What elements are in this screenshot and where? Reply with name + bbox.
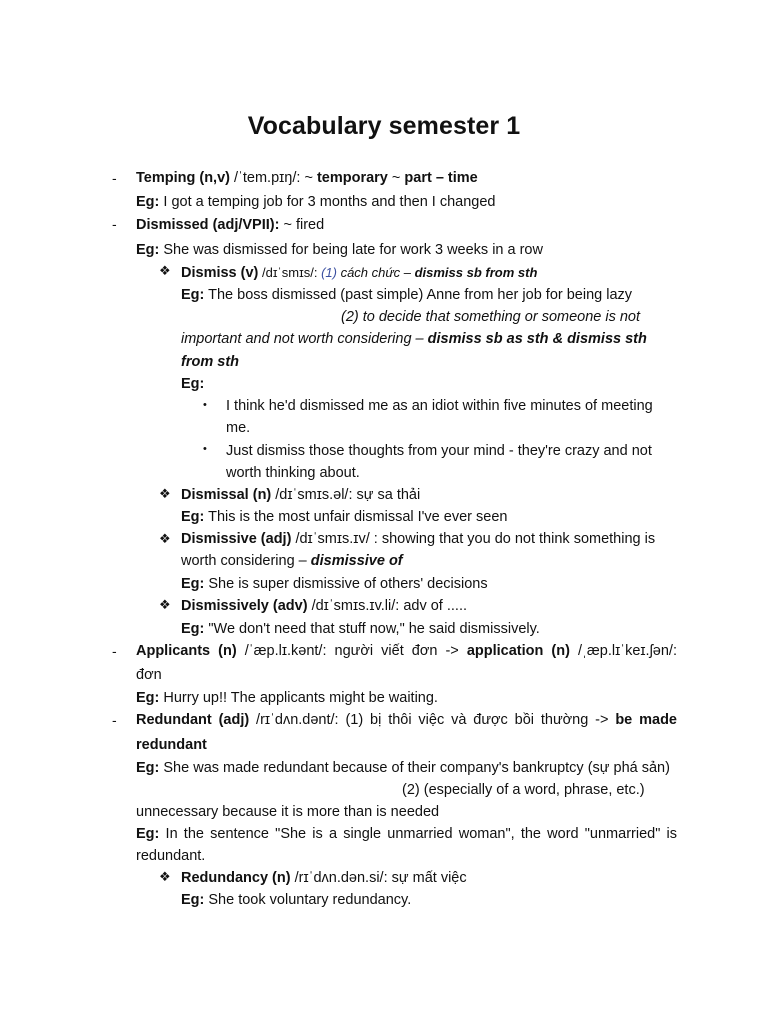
example-text: She was dismissed for being late for work 3 weeks in a row xyxy=(159,242,543,258)
entry-applicants xyxy=(136,641,677,662)
diamond-bullet: ❖ xyxy=(159,597,171,612)
eg-label: Eg: xyxy=(136,826,160,842)
phrase: redundant xyxy=(136,737,207,753)
entry-dismissed xyxy=(136,215,324,236)
example-redundant-1 xyxy=(136,758,670,779)
example-text: In the sentence "She is a single unmarried woman", the word "unmarried" is xyxy=(159,826,677,842)
entry-redundancy xyxy=(181,868,467,889)
bullet-2-line-2: worth thinking about. xyxy=(226,465,360,481)
meaning: cách chức – xyxy=(336,265,415,280)
example-redundant-2-continued: redundant. xyxy=(136,848,206,864)
eg-label: Eg: xyxy=(181,376,205,392)
ipa: /ˈtem.pɪŋ/: xyxy=(229,170,301,186)
meaning: adv of ..... xyxy=(399,598,467,614)
term: application (n) xyxy=(466,643,570,659)
term: Redundancy (n) xyxy=(181,870,291,886)
entry-redundant xyxy=(136,710,677,731)
sense-2-line: (2) to decide that something or someone is not xyxy=(341,309,641,325)
list-dash: - xyxy=(112,712,117,728)
term: Dismissively (adv) xyxy=(181,598,308,614)
pattern: dismiss sb as sth & dismiss sth xyxy=(427,331,647,347)
meaning: sự sa thải xyxy=(352,487,421,503)
example-text: I got a temping job for 3 months and then I changed xyxy=(159,194,496,210)
pattern: dismiss sb from sth xyxy=(414,265,538,280)
eg-label: Eg: xyxy=(181,892,205,908)
eg-label: Eg: xyxy=(181,509,205,525)
ipa: /rɪˈdʌn.dən.si/: xyxy=(290,870,388,886)
list-dash: - xyxy=(112,643,117,659)
diamond-bullet: ❖ xyxy=(159,486,171,501)
sense-2-continued xyxy=(181,329,647,350)
term: Applicants (n) xyxy=(136,643,237,659)
diamond-bullet: ❖ xyxy=(159,263,171,278)
page-title: Vocabulary semester 1 xyxy=(247,112,521,140)
example-redundancy xyxy=(181,890,411,911)
diamond-bullet: ❖ xyxy=(159,869,171,884)
ipa: /dɪˈsmɪs/: xyxy=(258,265,322,280)
example-redundant-2 xyxy=(136,824,677,845)
entry-redundant-line-2 xyxy=(136,735,207,756)
example-text: The boss dismissed (past simple) Anne from her job for being lazy xyxy=(204,287,633,303)
phrase: be made xyxy=(615,712,677,728)
meaning: sự mất việc xyxy=(387,870,467,886)
pattern: dismissive of xyxy=(310,553,403,569)
text: worth considering – xyxy=(181,553,311,569)
example-dismiss-2-label xyxy=(181,374,204,395)
bullet: • xyxy=(203,443,207,455)
pattern-continued xyxy=(181,352,239,373)
sense-2-continued: unnecessary because it is more than is needed xyxy=(136,804,440,820)
ipa: /dɪˈsmɪs.əl/: xyxy=(271,487,353,503)
example-text: "We don't need that stuff now," he said dismissively. xyxy=(204,621,540,637)
example-text: Hurry up!! The applicants might be waiting. xyxy=(159,690,438,706)
text: important and not worth considering – xyxy=(181,331,428,347)
example-text: She is super dismissive of others' decisions xyxy=(204,576,488,592)
text: ~ xyxy=(300,170,317,186)
example-dismissal xyxy=(181,507,507,528)
eg-label: Eg: xyxy=(136,242,160,258)
entry-applicants-line-2: đơn xyxy=(136,667,162,683)
sense-number: (1) xyxy=(321,265,337,280)
entry-dismissive-line-2 xyxy=(181,551,403,572)
term: Dismissed (adj/VPII): xyxy=(136,217,280,233)
meaning: (1) bị thôi việc và được bồi thường -> xyxy=(338,712,616,728)
eg-label: Eg: xyxy=(136,760,160,776)
entry-temping xyxy=(136,168,478,189)
eg-label: Eg: xyxy=(136,194,160,210)
example-dismissive xyxy=(181,574,488,595)
ipa: /ˈæp.lɪ.kənt/: xyxy=(236,643,327,659)
list-dash: - xyxy=(112,216,117,232)
ipa: /rɪˈdʌn.dənt/: xyxy=(249,712,339,728)
ipa: /dɪˈsmɪs.ɪv.li/: xyxy=(307,598,400,614)
ipa: /ˌæp.lɪˈkeɪ.ʃən/: xyxy=(569,643,677,659)
term: Dismissive (adj) xyxy=(181,531,292,547)
diamond-bullet: ❖ xyxy=(159,531,171,546)
bullet-1-line-2: me. xyxy=(226,420,251,436)
term: Dismissal (n) xyxy=(181,487,272,503)
term: Redundant (adj) xyxy=(136,712,250,728)
eg-label: Eg: xyxy=(181,576,205,592)
ipa: /dɪˈsmɪs.ɪv/ : xyxy=(291,531,378,547)
eg-label: Eg: xyxy=(136,690,160,706)
example-applicants xyxy=(136,688,438,709)
example-dismissively xyxy=(181,619,540,640)
entry-dismissive xyxy=(181,529,655,550)
term: Temping (n,v) xyxy=(136,170,230,186)
meaning: showing that you do not think something is xyxy=(377,531,656,547)
entry-dismiss xyxy=(181,262,537,284)
entry-dismissal xyxy=(181,485,420,506)
eg-label: Eg: xyxy=(181,621,205,637)
example-text: This is the most unfair dismissal I've ever seen xyxy=(204,509,508,525)
sense-2-line: (2) (especially of a word, phrase, etc.) xyxy=(402,782,645,798)
text: ~ xyxy=(387,170,405,186)
synonym: temporary xyxy=(316,170,388,186)
example-text: She was made redundant because of their company's bankruptcy (sự phá sản) xyxy=(159,760,670,776)
eg-label: Eg: xyxy=(181,287,205,303)
list-dash: - xyxy=(112,170,117,186)
bullet-2-line-1: Just dismiss those thoughts from your mind - they're crazy and not xyxy=(226,443,652,459)
bullet-1-line-1: I think he'd dismissed me as an idiot within five minutes of meeting xyxy=(226,398,653,414)
example-text: She took voluntary redundancy. xyxy=(204,892,412,908)
text: ~ fired xyxy=(279,217,325,233)
entry-dismissively xyxy=(181,596,467,617)
synonym: part – time xyxy=(404,170,478,186)
example-temping xyxy=(136,192,496,213)
bullet: • xyxy=(203,399,207,411)
example-dismiss-1 xyxy=(181,285,632,306)
meaning: người viết đơn -> xyxy=(326,643,467,659)
example-dismissed xyxy=(136,240,543,261)
term: Dismiss (v) xyxy=(181,265,259,281)
pattern: from sth xyxy=(181,354,239,370)
